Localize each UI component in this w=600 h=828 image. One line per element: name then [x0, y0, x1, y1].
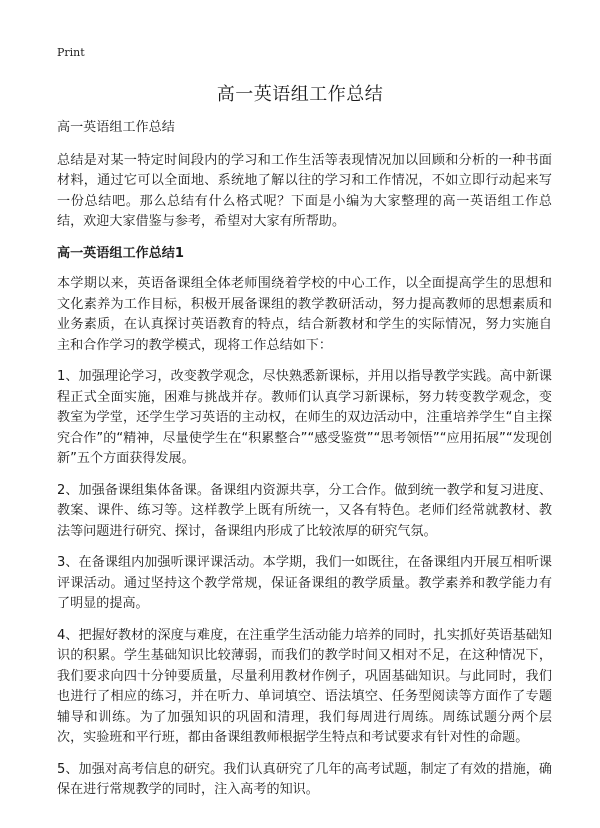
document-title: 高一英语组工作总结	[216, 84, 384, 105]
paragraph-item-3: 3、在备课组内加强听课评课活动。本学期，我们一如既往，在备课组内开展互相听课评课活动。通过坚持这个教学常规，保证备课组的教学质量。教学素养和教学能力有了明显的提高。	[57, 555, 552, 611]
document-body	[57, 118, 552, 812]
paragraph-item-2: 2、加强备课组集体备课。备课组内资源共享，分工合作。做到统一教学和复习进度、教案、课件、练习等。这样教学上既有所统一，又各有特色。老师们经常就教材、教法等问题进行研究、探讨，备课组内形成了比较浓厚的研究气氛。	[57, 482, 552, 539]
print-link[interactable]: Print	[57, 46, 85, 59]
paragraph-item-5: 5、加强对高考信息的研究。我们认真研究了几年的高考试题，制定了有效的措施，确保在进行常规教学的同时，注入高考的知识。	[57, 761, 552, 797]
document-subtitle: 高一英语组工作总结	[57, 120, 175, 135]
paragraph-overview: 本学期以来，英语备课组全体老师围绕着学校的中心工作，以全面提高学生的思想和文化素养为工作目标，积极开展备课组的教学教研活动，努力提高教师的思想素质和业务素质，在认真探讨英语教育的特点，结合新教材和学生的实际情况，努力实施自主和合作学习的教学模式，现将工作总结如下：	[57, 276, 552, 353]
paragraph-item-1: 1、加强理论学习，改变教学观念，尽快熟悉新课标，并用以指导教学实践。高中新课程正式全面实施，困难与挑战并存。教师们认真学习新课标，努力转变教学观念，变教室为学堂，还学生学习英语的主动权，在师生的双边活动中，注重培养学生“自主探究合作”的“精神，尽量使学生在“积累整合”“感受鉴赏”“思考领悟”“应用拓展”“发现创新”五个方面获得发展。	[57, 369, 552, 466]
section-heading: 高一英语组工作总结1	[57, 245, 184, 261]
paragraph-item-4: 4、把握好教材的深度与难度，在注重学生活动能力培养的同时，扎实抓好英语基础知识的积累。学生基础知识比较薄弱，而我们的教学时间又相对不足，在这种情况下，我们要求向四十分钟要质量，尽量利用教材作例子，巩固基础知识。与此同时，我们也进行了相应的练习，并在听力、单词填空、语法填空、任务型阅读等方面作了专题辅导和训练。为了加强知识的巩固和清理，我们每周进行周练。周练试题分两个层次，实验班和平行班，都由备课组教师根据学生特点和考试要求有针对性的命题。	[57, 627, 552, 745]
intro-paragraph: 总结是对某一特定时间段内的学习和工作生活等表现情况加以回顾和分析的一种书面材料，通过它可以全面地、系统地了解以往的学习和工作情况，不如立即行动起来写一份总结吧。那么总结有什么格式呢？下面是小编为大家整理的高一英语组工作总结，欢迎大家借鉴与参考，希望对大家有所帮助。	[57, 152, 552, 229]
